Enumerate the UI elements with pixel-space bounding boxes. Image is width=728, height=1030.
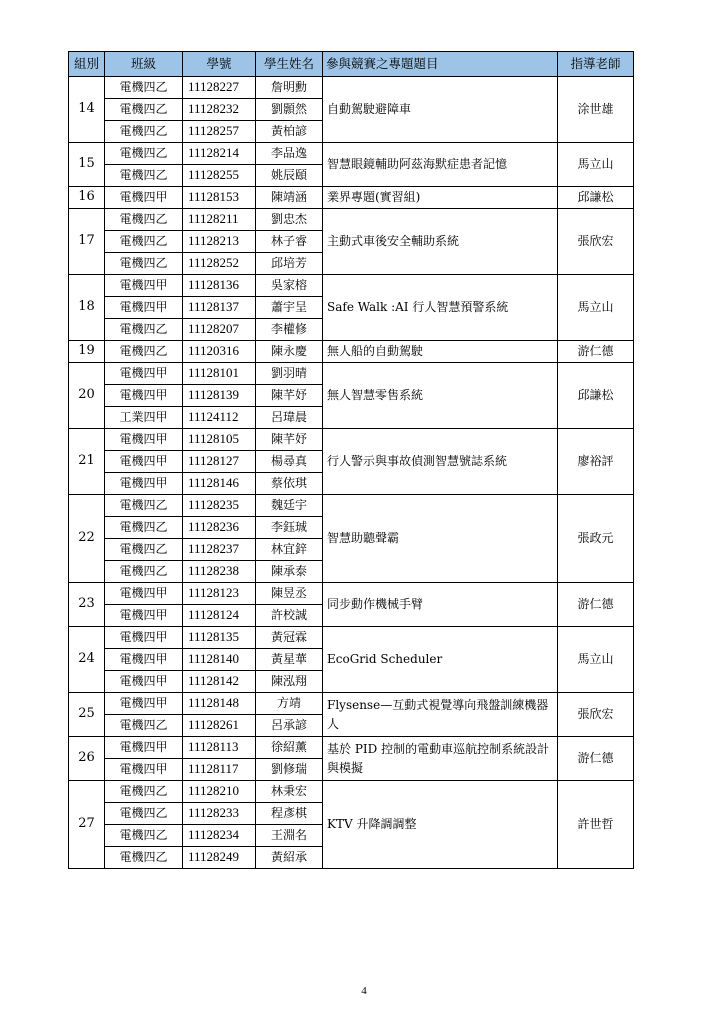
student-class: 電機四乙 (105, 77, 183, 99)
student-name: 黃柏諺 (256, 121, 323, 143)
table-row (69, 781, 634, 803)
group-number: 14 (69, 77, 105, 143)
project-topic: KTV 升降調調整 (323, 781, 558, 869)
table-row (69, 627, 634, 649)
table-row (69, 275, 634, 297)
group-number: 15 (69, 143, 105, 187)
student-class: 電機四乙 (105, 539, 183, 561)
project-topic: 無人船的自動駕駛 (323, 341, 558, 363)
student-class: 電機四甲 (105, 737, 183, 759)
table-row (69, 363, 634, 385)
student-name: 陳永慶 (256, 341, 323, 363)
student-class: 電機四甲 (105, 473, 183, 495)
project-topic: 自動駕駛避障車 (323, 77, 558, 143)
advisor-name: 馬立山 (558, 143, 634, 187)
student-id: 11128261 (183, 715, 256, 737)
student-name: 陳泓翔 (256, 671, 323, 693)
student-id: 11120316 (183, 341, 256, 363)
student-name: 魏廷宇 (256, 495, 323, 517)
table-row (69, 143, 634, 165)
student-class: 電機四乙 (105, 715, 183, 737)
table-row (69, 341, 634, 363)
student-class: 電機四乙 (105, 847, 183, 869)
student-class: 工業四甲 (105, 407, 183, 429)
student-name: 程彥棋 (256, 803, 323, 825)
group-number: 23 (69, 583, 105, 627)
project-topic: 業界專題(實習組) (323, 187, 558, 209)
student-class: 電機四甲 (105, 297, 183, 319)
group-number: 26 (69, 737, 105, 781)
table-row (69, 583, 634, 605)
student-class: 電機四甲 (105, 363, 183, 385)
student-id: 11128135 (183, 627, 256, 649)
group-number: 22 (69, 495, 105, 583)
project-topic: 智慧助聽聲霸 (323, 495, 558, 583)
student-class: 電機四甲 (105, 385, 183, 407)
group-number: 16 (69, 187, 105, 209)
student-class: 電機四乙 (105, 165, 183, 187)
student-id: 11128252 (183, 253, 256, 275)
student-id: 11128136 (183, 275, 256, 297)
project-topic: 基於 PID 控制的電動車巡航控制系統設計與模擬 (323, 737, 558, 781)
advisor-name: 張欣宏 (558, 693, 634, 737)
student-class: 電機四甲 (105, 627, 183, 649)
student-class: 電機四甲 (105, 429, 183, 451)
student-id: 11128238 (183, 561, 256, 583)
student-class: 電機四甲 (105, 605, 183, 627)
student-class: 電機四乙 (105, 319, 183, 341)
student-name: 黃星華 (256, 649, 323, 671)
student-id: 11128124 (183, 605, 256, 627)
student-name: 吳家榕 (256, 275, 323, 297)
student-name: 姚辰頤 (256, 165, 323, 187)
student-id: 11128142 (183, 671, 256, 693)
student-class: 電機四甲 (105, 693, 183, 715)
advisor-name: 涂世雄 (558, 77, 634, 143)
advisor-name: 游仁德 (558, 737, 634, 781)
student-name: 蔡依琪 (256, 473, 323, 495)
header-row (69, 52, 634, 77)
student-class: 電機四乙 (105, 209, 183, 231)
student-name: 林宜鋅 (256, 539, 323, 561)
project-topic: Flysense—互動式視覺導向飛盤訓練機器人 (323, 693, 558, 737)
student-id: 11128227 (183, 77, 256, 99)
project-topic: 主動式車後安全輔助系統 (323, 209, 558, 275)
project-topic: EcoGrid Scheduler (323, 627, 558, 693)
student-name: 方靖 (256, 693, 323, 715)
student-id: 11128117 (183, 759, 256, 781)
student-id: 11128233 (183, 803, 256, 825)
student-class: 電機四甲 (105, 275, 183, 297)
student-id: 11128101 (183, 363, 256, 385)
advisor-name: 馬立山 (558, 627, 634, 693)
student-id: 11128249 (183, 847, 256, 869)
student-name: 李鈺珹 (256, 517, 323, 539)
student-id: 11128211 (183, 209, 256, 231)
student-id: 11128237 (183, 539, 256, 561)
student-id: 11128146 (183, 473, 256, 495)
project-topic: Safe Walk :AI 行人智慧預警系統 (323, 275, 558, 341)
header-student-name: 學生姓名 (256, 52, 323, 77)
student-id: 11128123 (183, 583, 256, 605)
student-name: 呂承諺 (256, 715, 323, 737)
advisor-name: 邱謙松 (558, 187, 634, 209)
student-class: 電機四乙 (105, 121, 183, 143)
student-id: 11128207 (183, 319, 256, 341)
advisor-name: 邱謙松 (558, 363, 634, 429)
table-body (69, 77, 634, 869)
header-advisor: 指導老師 (558, 52, 634, 77)
student-id: 11128213 (183, 231, 256, 253)
student-id: 11128139 (183, 385, 256, 407)
student-name: 劉忠杰 (256, 209, 323, 231)
advisor-name: 張欣宏 (558, 209, 634, 275)
student-id: 11128257 (183, 121, 256, 143)
student-name: 陳靖涵 (256, 187, 323, 209)
student-name: 李權修 (256, 319, 323, 341)
advisor-name: 許世哲 (558, 781, 634, 869)
student-name: 陳芊妤 (256, 385, 323, 407)
student-class: 電機四甲 (105, 759, 183, 781)
student-class: 電機四乙 (105, 803, 183, 825)
student-class: 電機四乙 (105, 253, 183, 275)
student-name: 陳芊妤 (256, 429, 323, 451)
student-class: 電機四甲 (105, 649, 183, 671)
table-row (69, 187, 634, 209)
student-class: 電機四乙 (105, 517, 183, 539)
student-name: 林秉宏 (256, 781, 323, 803)
student-name: 劉顥然 (256, 99, 323, 121)
group-number: 25 (69, 693, 105, 737)
advisor-name: 廖裕評 (558, 429, 634, 495)
advisor-name: 游仁德 (558, 341, 634, 363)
group-number: 18 (69, 275, 105, 341)
student-name: 劉修瑞 (256, 759, 323, 781)
header-class: 班級 (105, 52, 183, 77)
group-number: 24 (69, 627, 105, 693)
student-id: 11128153 (183, 187, 256, 209)
student-id: 11128140 (183, 649, 256, 671)
student-id: 11128210 (183, 781, 256, 803)
competition-roster-table (68, 51, 634, 869)
student-class: 電機四乙 (105, 231, 183, 253)
table-row (69, 429, 634, 451)
header-student-id: 學號 (183, 52, 256, 77)
student-id: 11128232 (183, 99, 256, 121)
student-class: 電機四乙 (105, 143, 183, 165)
group-number: 21 (69, 429, 105, 495)
project-topic: 行人警示與事故偵測智慧號誌系統 (323, 429, 558, 495)
group-number: 17 (69, 209, 105, 275)
student-class: 電機四甲 (105, 671, 183, 693)
student-name: 李品逸 (256, 143, 323, 165)
student-name: 邱培芳 (256, 253, 323, 275)
header-topic: 參與競賽之專題題目 (323, 52, 558, 77)
student-class: 電機四乙 (105, 561, 183, 583)
student-class: 電機四甲 (105, 451, 183, 473)
project-topic: 智慧眼鏡輔助阿茲海默症患者記憶 (323, 143, 558, 187)
table-header (69, 52, 634, 77)
student-name: 黃紹承 (256, 847, 323, 869)
student-class: 電機四甲 (105, 187, 183, 209)
student-id: 11128137 (183, 297, 256, 319)
student-name: 黃冠霖 (256, 627, 323, 649)
student-name: 劉羽晴 (256, 363, 323, 385)
student-id: 11128105 (183, 429, 256, 451)
student-class: 電機四乙 (105, 99, 183, 121)
project-topic: 無人智慧零售系統 (323, 363, 558, 429)
table-row (69, 77, 634, 99)
page-number: 4 (361, 985, 367, 997)
student-name: 林子睿 (256, 231, 323, 253)
advisor-name: 張政元 (558, 495, 634, 583)
group-number: 19 (69, 341, 105, 363)
table-row (69, 737, 634, 759)
table-row (69, 209, 634, 231)
student-id: 11128127 (183, 451, 256, 473)
student-class: 電機四甲 (105, 583, 183, 605)
table-row (69, 495, 634, 517)
student-class: 電機四乙 (105, 495, 183, 517)
project-topic: 同步動作機械手臂 (323, 583, 558, 627)
student-class: 電機四乙 (105, 825, 183, 847)
student-name: 許校誠 (256, 605, 323, 627)
student-name: 陳承泰 (256, 561, 323, 583)
student-name: 徐紹薰 (256, 737, 323, 759)
student-class: 電機四乙 (105, 341, 183, 363)
student-class: 電機四乙 (105, 781, 183, 803)
student-id: 11128235 (183, 495, 256, 517)
student-name: 詹明勳 (256, 77, 323, 99)
student-name: 蕭宇呈 (256, 297, 323, 319)
student-id: 11128234 (183, 825, 256, 847)
header-group: 組別 (69, 52, 105, 77)
group-number: 20 (69, 363, 105, 429)
group-number: 27 (69, 781, 105, 869)
student-name: 呂瑋晨 (256, 407, 323, 429)
student-id: 11128236 (183, 517, 256, 539)
student-id: 11128113 (183, 737, 256, 759)
student-id: 11128214 (183, 143, 256, 165)
student-name: 陳昱丞 (256, 583, 323, 605)
student-name: 楊尋真 (256, 451, 323, 473)
advisor-name: 游仁德 (558, 583, 634, 627)
advisor-name: 馬立山 (558, 275, 634, 341)
student-name: 王淵名 (256, 825, 323, 847)
student-id: 11124112 (183, 407, 256, 429)
table-row (69, 693, 634, 715)
student-id: 11128148 (183, 693, 256, 715)
student-id: 11128255 (183, 165, 256, 187)
